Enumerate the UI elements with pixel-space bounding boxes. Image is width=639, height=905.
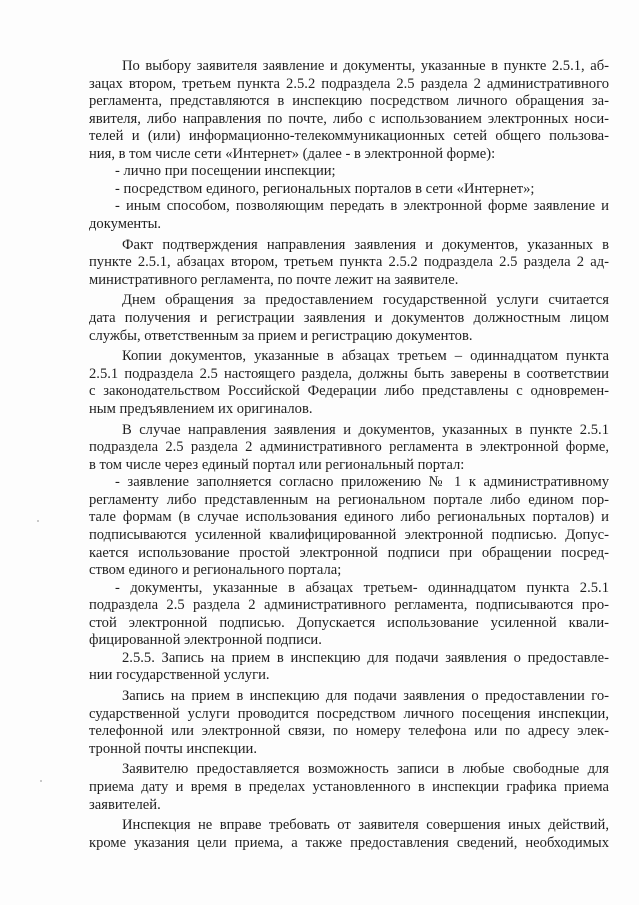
text-line: 2.5.5. Запись на прием в инспекцию для подачи заявления о предоставле-: [122, 649, 609, 666]
paragraph-p13: [89, 761, 609, 814]
text-line: - иным способом, позволяющим передать в электронной форме заявление и: [115, 198, 609, 215]
text-line: приема дату и время в пределах установленного в инспекции графика приема: [89, 779, 609, 795]
text-line: регламента, представляются в инспекцию посредством личного обращения за-: [89, 93, 609, 110]
text-line: регламенту либо представленным на региональном портале либо едином пор-: [89, 491, 609, 508]
scan-speck: [40, 780, 42, 782]
paragraph-p14: [89, 817, 609, 852]
text-line: в том числе через единый портал или региональный портал:: [89, 456, 465, 473]
text-line: министративного регламента, по почте лежит на заявителе.: [89, 271, 459, 288]
text-line: нии государственной услуги.: [89, 667, 270, 684]
paragraph-p2: [89, 163, 609, 181]
text-line: службы, ответственным за прием и регистрацию документов.: [89, 327, 473, 344]
text-line: подписываются усиленной квалифицированной электронной подписью. Допус-: [89, 526, 609, 543]
paragraph-p6: [89, 292, 609, 345]
text-line: подраздела 2.5 раздела 2 административного регламента в электронной форме,: [89, 439, 609, 456]
text-line: с законодательством Российской Федерации либо представлены с одновремен-: [89, 383, 609, 400]
text-line: тале формам (в случае использования единого либо региональных порталов) и: [89, 509, 609, 526]
text-line: По выбору заявителя заявление и документы, указанные в пункте 2.5.1, аб-: [122, 58, 609, 74]
paragraph-p7: [89, 348, 609, 418]
text-line: заявителей.: [89, 796, 161, 813]
paragraph-p12: [89, 688, 609, 758]
text-line: документы.: [89, 215, 162, 232]
paragraph-p8: [89, 422, 609, 475]
text-line: подраздела 2.5 раздела 2 административного регламента, подписываются про-: [89, 597, 609, 614]
text-line: Заявителю предоставляется возможность записи в любые свободные для: [122, 761, 609, 778]
text-line: Инспекция не вправе требовать от заявителя совершения иных действий,: [122, 817, 609, 834]
text-line: 2.5.1 подраздела 2.5 настоящего раздела, должны быть заверены в соответствии: [89, 365, 609, 382]
text-line: Запись на прием в инспекцию для подачи заявления о предоставлении го-: [122, 688, 609, 705]
paragraph-p5: [89, 237, 609, 290]
text-line: ния, в том числе сети «Интернет» (далее - в электронной форме):: [89, 145, 496, 162]
paragraph-p3: [89, 181, 609, 199]
text-line: зацах втором, третьем пункта 2.5.2 подраздела 2.5 раздела 2 административного: [89, 75, 609, 92]
text-line: стой электронной подписью. Допускается использование усиленной квали-: [89, 614, 609, 631]
paragraph-p4: [89, 198, 609, 233]
text-line: пункте 2.5.1, абзацах втором, третьем пункта 2.5.2 подраздела 2.5 раздела 2 ад-: [89, 254, 609, 271]
text-line: - лично при посещении инспекции;: [115, 163, 336, 180]
text-line: явителя, либо направления по почте, либо с использованием электронных носи-: [89, 110, 609, 127]
paragraph-p1: [89, 58, 609, 163]
text-line: ным предъявлением их оригиналов.: [89, 400, 313, 417]
text-line: телефонной или электронной связи, по номеру телефона или по адресу элек-: [89, 723, 609, 740]
text-line: Копии документов, указанные в абзацах третьем – одиннадцатом пункта: [122, 348, 609, 365]
document-body: [89, 58, 609, 852]
scan-speck: [37, 520, 39, 522]
paragraph-p10: [89, 580, 609, 650]
text-line: фицированной электронной подписи.: [89, 632, 322, 649]
text-line: Днем обращения за предоставлением государственной услуги считается: [122, 292, 609, 309]
text-line: Факт подтверждения направления заявления и документов, указанных в: [122, 236, 609, 253]
text-line: - посредством единого, региональных порталов в сети «Интернет»;: [115, 180, 535, 197]
text-line: - документы, указанные в абзацах третьем- одиннадцатом пункта 2.5.1: [115, 579, 609, 596]
text-line: - заявление заполняется согласно приложению № 1 к административному: [115, 474, 609, 491]
text-line: кроме указания цели приема, а также предоставления сведений, необходимых: [89, 834, 609, 851]
paragraph-p9: [89, 474, 609, 579]
text-line: дата получения и регистрации заявления и документов должностным лицом: [89, 310, 609, 327]
text-line: кается использование простой электронной подписи при обращении посред-: [89, 544, 609, 561]
text-line: ством единого и регионального портала;: [89, 562, 342, 579]
text-line: телей и (или) информационно-телекоммуникационных сетей общего пользова-: [89, 128, 609, 145]
text-line: тронной почты инспекции.: [89, 740, 257, 757]
paragraph-p11: [89, 650, 609, 685]
text-line: сударственной услуги проводится посредством личного посещения инспекции,: [89, 705, 609, 722]
text-line: В случае направления заявления и документов, указанных в пункте 2.5.1: [122, 421, 609, 438]
